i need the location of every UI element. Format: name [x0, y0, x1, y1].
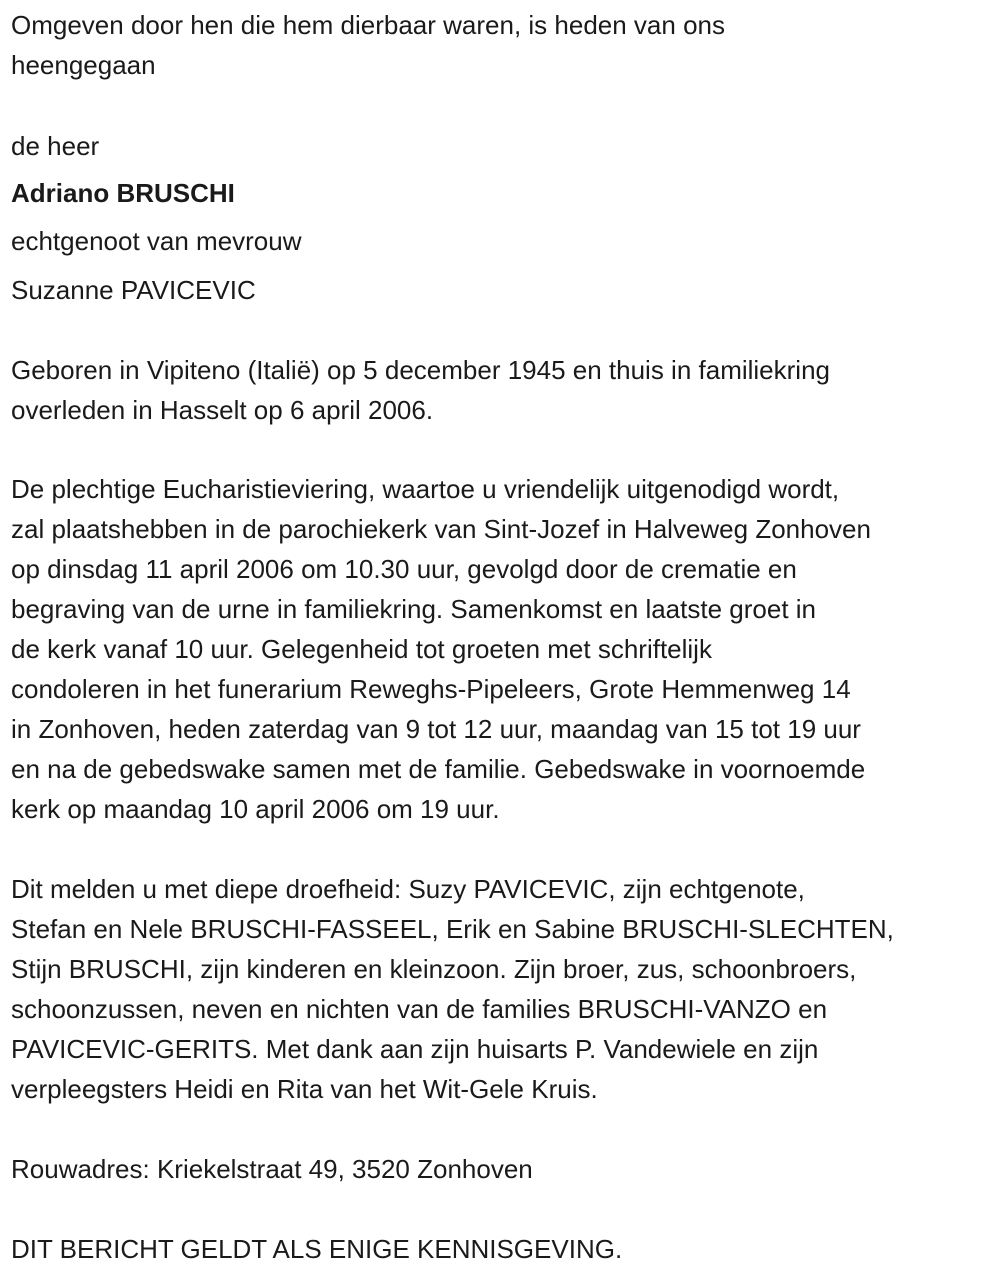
- text-line: Geboren in Vipiteno (Italië) op 5 december 1945 en thuis in familiekring: [11, 355, 830, 385]
- text-line: op dinsdag 11 april 2006 om 10.30 uur, gevolgd door de crematie en: [11, 554, 797, 584]
- title: de heer: [11, 131, 100, 161]
- text-line: Stijn BRUSCHI, zijn kinderen en kleinzoon. Zijn broer, zus, schoonbroers,: [11, 954, 857, 984]
- family-paragraph: [11, 869, 894, 1109]
- text-line: Dit melden u met diepe droefheid: Suzy PAVICEVIC, zijn echtgenote,: [11, 874, 805, 904]
- text-line: heengegaan: [11, 50, 156, 80]
- deceased-name: Adriano BRUSCHI: [11, 178, 235, 208]
- mourning-address: Rouwadres: Kriekelstraat 49, 3520 Zonhoven: [11, 1154, 533, 1184]
- ceremony-paragraph: [11, 469, 871, 829]
- text-line: begraving van de urne in familiekring. Samenkomst en laatste groet in: [11, 594, 816, 624]
- text-line: zal plaatshebben in de parochiekerk van Sint-Jozef in Halveweg Zonhoven: [11, 514, 871, 544]
- spouse-label: echtgenoot van mevrouw: [11, 226, 302, 256]
- birth-death-paragraph: [11, 350, 830, 430]
- text-line: overleden in Hasselt op 6 april 2006.: [11, 395, 434, 425]
- intro-paragraph: [11, 5, 725, 85]
- notice: DIT BERICHT GELDT ALS ENIGE KENNISGEVING.: [11, 1234, 623, 1264]
- spouse-name: Suzanne PAVICEVIC: [11, 275, 256, 305]
- text-line: Stefan en Nele BRUSCHI-FASSEEL, Erik en Sabine BRUSCHI-SLECHTEN,: [11, 914, 894, 944]
- text-line: schoonzussen, neven en nichten van de families BRUSCHI-VANZO en: [11, 994, 828, 1024]
- text-line: condoleren in het funerarium Reweghs-Pipeleers, Grote Hemmenweg 14: [11, 674, 851, 704]
- text-line: in Zonhoven, heden zaterdag van 9 tot 12 uur, maandag van 15 tot 19 uur: [11, 714, 861, 744]
- text-line: Omgeven door hen die hem dierbaar waren, is heden van ons: [11, 10, 725, 40]
- text-line: De plechtige Eucharistieviering, waartoe u vriendelijk uitgenodigd wordt,: [11, 474, 840, 504]
- text-line: de kerk vanaf 10 uur. Gelegenheid tot groeten met schriftelijk: [11, 634, 712, 664]
- text-line: kerk op maandag 10 april 2006 om 19 uur.: [11, 794, 500, 824]
- text-line: verpleegsters Heidi en Rita van het Wit-Gele Kruis.: [11, 1074, 598, 1104]
- text-line: en na de gebedswake samen met de familie. Gebedswake in voornoemde: [11, 754, 866, 784]
- text-line: PAVICEVIC-GERITS. Met dank aan zijn huisarts P. Vandewiele en zijn: [11, 1034, 819, 1064]
